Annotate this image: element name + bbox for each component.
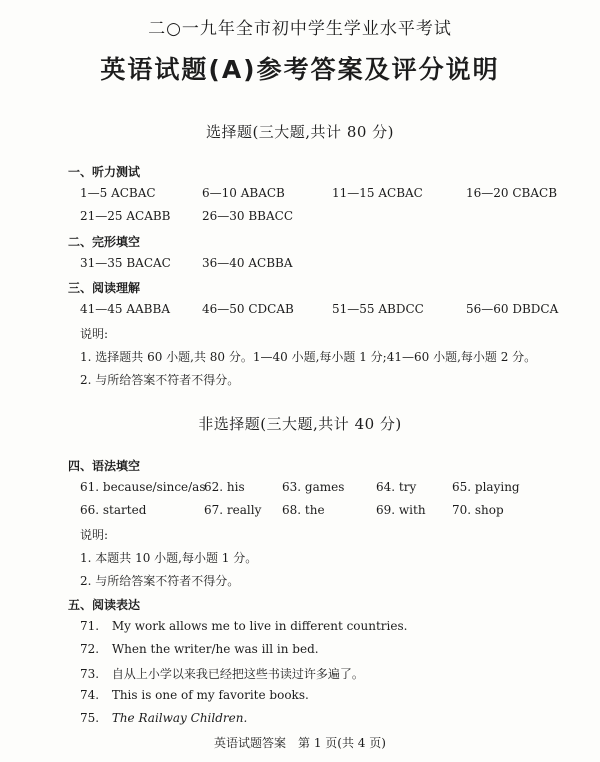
- note-item: 2. 与所给答案不符者不得分。: [80, 373, 240, 387]
- answer-item: 69. with: [376, 503, 426, 517]
- item-text: 自从上小学以来我已经把这些书读过许多遍了。: [111, 667, 364, 681]
- exam-title: 二○一九年全市初中学生学业水平考试: [148, 19, 452, 39]
- answer-group: 26—30 BBACC: [202, 209, 294, 223]
- note-item: 1. 本题共 10 小题,每小题 1 分。: [80, 551, 258, 565]
- item-number: 71.: [80, 619, 100, 633]
- section5-heading: 五、阅读表达: [68, 598, 141, 612]
- item-number: 74.: [80, 688, 100, 702]
- page-footer: 英语试题答案 第 1 页(共 4 页): [214, 736, 386, 750]
- item-text: This is one of my favorite books.: [111, 688, 309, 702]
- answer-item: 67. really: [204, 503, 262, 517]
- note-item: 2. 与所给答案不符者不得分。: [80, 574, 240, 588]
- answer-group: 11—15 ACBAC: [332, 186, 423, 200]
- answer-item: 63. games: [282, 480, 345, 494]
- answer-group: 41—45 AABBA: [80, 302, 170, 316]
- section1-heading: 一、听力测试: [68, 165, 141, 179]
- part1-title: 选择题(三大题,共计 80 分): [205, 123, 395, 141]
- answer-group: 36—40 ACBBA: [202, 256, 293, 270]
- note-item: 1. 选择题共 60 小题,共 80 分。1—40 小题,每小题 1 分;41—60 小题,每小题 2 分。: [80, 350, 537, 364]
- item-text: When the writer/he was ill in bed.: [111, 642, 319, 656]
- answer-item: 62. his: [204, 480, 245, 494]
- answer-group: 31—35 BACAC: [80, 256, 171, 270]
- item-number: 73.: [80, 667, 100, 681]
- answer-group: 6—10 ABACB: [202, 186, 285, 200]
- part2-title: 非选择题(三大题,共计 40 分): [198, 415, 402, 433]
- item-number: 72.: [80, 642, 100, 656]
- answer-item: 61. because/since/as: [80, 480, 206, 494]
- answer-group: 21—25 ACABB: [80, 209, 171, 223]
- item-number: 75.: [80, 711, 100, 725]
- item-text: The Railway Children.: [111, 711, 248, 725]
- answer-group: 16—20 CBACB: [466, 186, 558, 200]
- section3-heading: 三、阅读理解: [68, 281, 141, 295]
- reading-answer: [80, 665, 364, 682]
- section4-heading: 四、语法填空: [68, 459, 141, 473]
- reading-answer: [80, 642, 319, 656]
- answer-group: 1—5 ACBAC: [80, 186, 156, 200]
- reading-answer: [80, 619, 407, 633]
- answer-item: 66. started: [80, 503, 147, 517]
- answer-group: 56—60 DBDCA: [466, 302, 559, 316]
- answer-item: 68. the: [282, 503, 325, 517]
- reading-answer: [80, 711, 247, 725]
- answer-item: 70. shop: [452, 503, 504, 517]
- answer-group: 46—50 CDCAB: [202, 302, 294, 316]
- item-text: My work allows me to live in different countries.: [111, 619, 408, 633]
- reading-answer: [80, 688, 309, 702]
- answer-item: 65. playing: [452, 480, 520, 494]
- notes-label: 说明:: [80, 528, 109, 542]
- section2-heading: 二、完形填空: [68, 235, 141, 249]
- notes-label: 说明:: [80, 327, 109, 341]
- answer-item: 64. try: [376, 480, 417, 494]
- answer-group: 51—55 ABDCC: [332, 302, 424, 316]
- document-title: 英语试题(A)参考答案及评分说明: [100, 55, 500, 84]
